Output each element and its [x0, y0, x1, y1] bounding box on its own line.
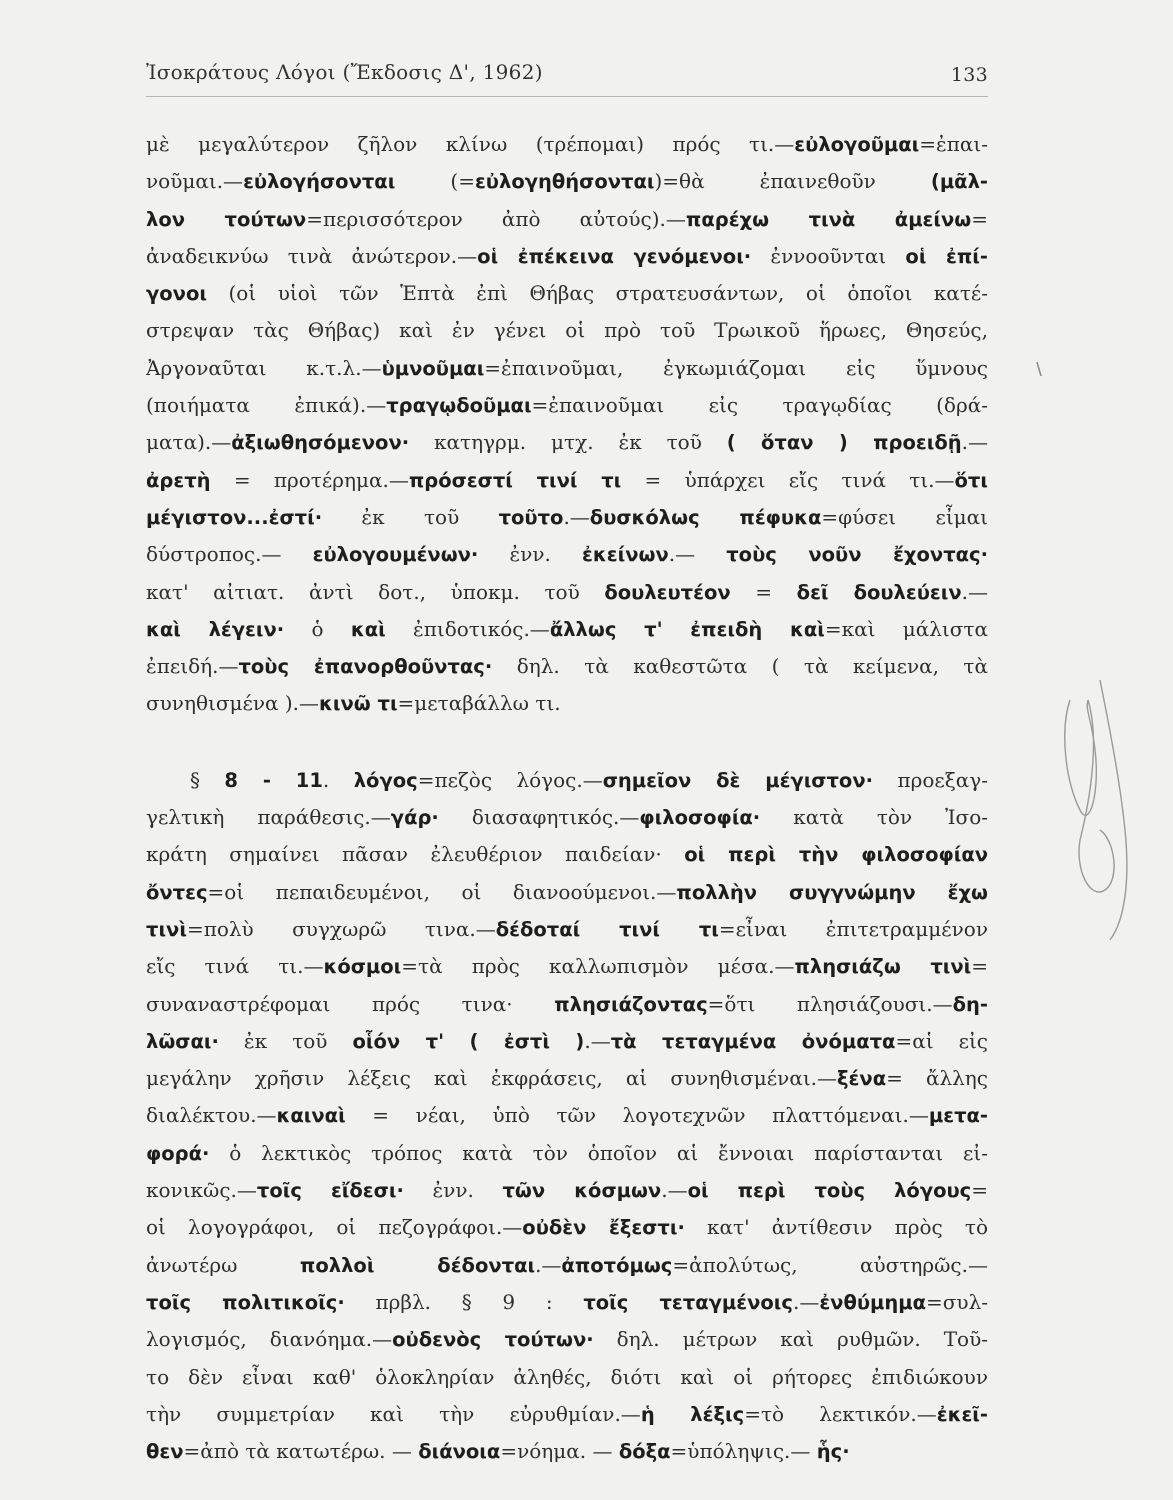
gloss-text: ἐπιδοτικός.— — [385, 616, 550, 641]
lemma-term: πλησιάζω τινὶ — [794, 955, 972, 979]
text-line — [146, 1023, 988, 1060]
lemma-term: κόσμοι — [323, 955, 402, 979]
gloss-text: =νόημα. — — [500, 1439, 619, 1464]
lemma-term: πολλὴν συγγνώμην ἔχω — [676, 880, 988, 904]
lemma-term: οὐδὲν ἔξεστι· — [522, 1216, 685, 1240]
gloss-text: = ἄλλης — [886, 1066, 988, 1091]
lemma-term: τραγῳδοῦμαι — [386, 394, 532, 418]
text-line — [146, 1433, 988, 1470]
gloss-text: γελτικὴ παράθεσις.— — [146, 805, 391, 830]
lemma-term: τοὺς ἐπανορθοῦντας· — [238, 655, 493, 679]
gloss-text: =εἶναι ἐπιτετραμμένον — [718, 916, 988, 941]
lemma-term: ὄντες — [146, 880, 208, 904]
lemma-term: σημεῖον δὲ μέγιστον· — [602, 768, 874, 792]
lemma-term: τῶν κόσμων — [502, 1179, 662, 1203]
text-line — [146, 836, 988, 873]
gloss-text: ἐκ τοῦ — [218, 1028, 353, 1053]
lemma-term: παρέχω τινὰ ἀμείνω — [685, 207, 972, 231]
lemma-term: καιναὶ — [276, 1104, 346, 1128]
text-line — [146, 762, 988, 799]
gloss-text: ὁ λεκτικὸς τρόπος κατὰ τὸν ὁποῖον αἱ ἔννοιαι παρίστανται εἰ- — [209, 1140, 988, 1165]
lemma-term: εὐλογουμένων· — [312, 543, 479, 567]
gloss-text: . — [322, 767, 354, 792]
header-rule — [146, 96, 988, 97]
lemma-term: 8 - 11 — [224, 768, 323, 792]
running-title: Ἰσοκράτους Λόγοι (Ἔκδοσις Δ', 1962) — [146, 60, 543, 84]
gloss-text: δύστροπος.— — [146, 542, 313, 567]
gloss-text: ἐκ τοῦ — [322, 504, 499, 529]
lemma-term: καὶ — [350, 617, 386, 641]
gloss-text: .— — [961, 579, 988, 604]
gloss-text: =φύσει εἶμαι — [821, 504, 988, 529]
gloss-text: κατ' αἰτιατ. ἀντὶ δοτ., ὑποκμ. τοῦ — [146, 579, 605, 604]
gloss-text: ματα).— — [146, 430, 232, 455]
gloss-text: =μεταβάλλω τι. — [397, 691, 561, 716]
lemma-term: ὑμνοῦμαι — [381, 356, 485, 380]
text-line — [146, 1321, 988, 1358]
gloss-text: =ἐπαινοῦμαι, ἐγκωμιάζομαι εἰς ὕμνους — [484, 355, 988, 380]
gloss-text: οἱ λογογράφοι, οἱ πεζογράφοι.— — [146, 1215, 523, 1240]
lemma-term: δόξα — [618, 1440, 671, 1464]
gloss-text: προεξαγ- — [873, 767, 988, 792]
gloss-text: =πεζὸς λόγος.— — [417, 767, 603, 792]
lemma-term: κινῶ τι — [319, 692, 398, 716]
lemma-term: καὶ λέγειν· — [146, 617, 285, 641]
lemma-term: τοὺς νοῦν ἔχοντας· — [726, 543, 988, 567]
lemma-term: οἱ ἐπί- — [905, 244, 988, 268]
lemma-term: λόγος — [353, 768, 418, 792]
lemma-term: πλησιάζοντας — [554, 992, 708, 1016]
gloss-text: συνηθισμένα ).— — [146, 691, 320, 716]
gloss-text: το δὲν εἶναι καθ' ὁλοκληρίαν ἀληθές, διότι καὶ οἱ ρήτορες ἐπιδιώκουν — [146, 1364, 988, 1389]
lemma-term: οἱ ἐπέκεινα γενόμενοι· — [477, 244, 752, 268]
lemma-term: οἱ περὶ τὴν φιλοσοφίαν — [684, 843, 988, 867]
lemma-term: λον τούτων — [146, 207, 307, 231]
gloss-text: (ποιήματα ἐπικά).— — [146, 393, 387, 418]
gloss-text: κατηγρμ. μτχ. ἐκ τοῦ — [409, 430, 727, 455]
text-line — [146, 685, 988, 722]
gloss-text: .— — [584, 1028, 611, 1053]
text-line — [146, 911, 988, 948]
gloss-text: = — [730, 579, 797, 604]
lemma-term: φορά· — [146, 1141, 210, 1165]
lemma-term: ἀποτόμως — [561, 1253, 673, 1277]
lemma-term: οἱ περὶ τοὺς λόγους — [687, 1179, 972, 1203]
gloss-text: μεγάλην χρῆσιν λέξεις καὶ ἐκφράσεις, αἱ συνηθισμέναι.— — [146, 1066, 838, 1091]
gloss-text: = — [971, 1178, 988, 1203]
lemma-term: τοῖς εἴδεσι· — [256, 1179, 404, 1203]
lemma-term: τὰ τεταγμένα ὀνόματα — [610, 1029, 896, 1053]
lemma-term: μέγιστον...ἐστί· — [146, 505, 323, 529]
lemma-term: πολλοὶ δέδονται — [299, 1253, 536, 1277]
gloss-text: λογισμός, διανόημα.— — [146, 1327, 393, 1352]
lemma-term: ἐκεῖ- — [936, 1402, 988, 1426]
gloss-text: ὁ — [284, 616, 351, 641]
text-line — [146, 536, 988, 573]
gloss-text: κονικῶς.— — [146, 1178, 257, 1203]
lemma-term: εὐλογοῦμαι — [794, 133, 920, 156]
lemma-term: δη- — [952, 992, 988, 1016]
gloss-text: = ὑπάρχει εἴς τινά τι.— — [621, 467, 955, 492]
text-line — [146, 986, 988, 1023]
gloss-text: =ὅτι πλησιάζουσι.— — [707, 991, 953, 1016]
gloss-text: μὲ μεγαλύτερον ζῆλον κλίνω (τρέπομαι) πρός τι.— — [146, 132, 795, 156]
pencil-scribble — [1030, 640, 1150, 960]
gloss-text: (οἱ υἱοὶ τῶν Ἑπτὰ ἐπὶ Θήβας στρατευσάντων, οἱ ὁποῖοι κατέ- — [206, 281, 988, 306]
gloss-text: § — [190, 767, 225, 792]
text-line — [146, 424, 988, 461]
paragraph-gap — [146, 723, 988, 762]
gloss-text: κράτη σημαίνει πᾶσαν ἐλευθέριον παιδείαν· — [146, 842, 685, 867]
gloss-text: ἀναδεικνύω τινὰ ἀνώτερον.— — [146, 243, 478, 268]
text-line — [146, 1396, 988, 1433]
lemma-term: διάνοια — [418, 1440, 501, 1464]
lemma-term: ὅτι — [954, 468, 988, 492]
gloss-text: διαλέκτου.— — [146, 1103, 277, 1128]
gloss-text: =περισσότερον ἀπὸ αὐτούς).— — [306, 206, 686, 231]
text-line — [146, 1284, 988, 1321]
lemma-term: (μᾶλ- — [930, 170, 988, 194]
lemma-term: οἷόν τ' ( ἐστὶ ) — [352, 1029, 585, 1053]
lemma-term: τοῦτο — [498, 505, 564, 529]
lemma-term: εὐλογηθήσονται — [474, 170, 655, 194]
gloss-text: πρβλ. § 9 : — [344, 1289, 584, 1314]
lemma-term: λῶσαι· — [146, 1029, 219, 1053]
lemma-term: γάρ· — [390, 806, 439, 830]
lemma-term: ἡ λέξις — [640, 1402, 745, 1426]
gloss-text: = — [971, 954, 988, 979]
gloss-text: ἐνν. — [403, 1178, 503, 1203]
gloss-text: δηλ. τὰ καθεστῶτα ( τὰ κείμενα, τὰ — [492, 654, 988, 679]
gloss-text: κατὰ τὸν Ἰσο- — [760, 805, 988, 830]
text-line — [146, 948, 988, 985]
gloss-text: =πολὺ συγχωρῶ τινα.— — [186, 916, 496, 941]
text-line — [146, 1135, 988, 1172]
text-line — [146, 1359, 988, 1396]
running-header — [146, 60, 988, 84]
gloss-text: =συλ- — [926, 1289, 988, 1314]
gloss-text: )=θὰ ἐπαινεθοῦν — [654, 169, 931, 194]
gloss-text: ἐνν. — [478, 542, 583, 567]
text-line — [146, 126, 988, 163]
gloss-text: .— — [563, 504, 590, 529]
gloss-text: =οἱ πεπαιδευμένοι, οἱ διανοούμενοι.— — [207, 879, 677, 904]
gloss-text: =ὑπόληψις.— — [670, 1439, 817, 1464]
gloss-text: ἐπειδή.— — [146, 654, 239, 679]
gloss-text: ἀνωτέρω — [146, 1252, 300, 1277]
text-line — [146, 611, 988, 648]
text-line — [146, 312, 988, 349]
text-line — [146, 275, 988, 312]
text-line — [146, 201, 988, 238]
text-line — [146, 1247, 988, 1284]
gloss-text: νοῦμαι.— — [146, 169, 244, 194]
gloss-text: .— — [535, 1252, 562, 1277]
text-line — [146, 1209, 988, 1246]
lemma-term: φιλοσοφία· — [639, 806, 761, 830]
gloss-text: .— — [668, 542, 727, 567]
lemma-term: ἄλλως τ' ἐπειδὴ καὶ — [549, 617, 825, 641]
lemma-term: οὐδενὸς τούτων· — [392, 1328, 594, 1352]
lemma-term: γονοι — [146, 282, 207, 306]
text-line — [146, 648, 988, 685]
lemma-term: ( ὅταν ) προειδῇ — [726, 431, 962, 455]
gloss-text: = νέαι, ὑπὸ τῶν λογοτεχνῶν πλαττόμεναι.— — [345, 1103, 929, 1128]
gloss-text: εἴς τινά τι.— — [146, 954, 324, 979]
text-line — [146, 350, 988, 387]
gloss-text: κατ' ἀντίθεσιν πρὸς τὸ — [684, 1215, 988, 1240]
gloss-text: Ἀργοναῦται κ.τ.λ.— — [146, 355, 382, 380]
text-line — [146, 163, 988, 200]
gloss-text: συναναστρέφομαι πρός τινα· — [146, 991, 555, 1016]
lemma-term: ἧς· — [816, 1440, 850, 1464]
lemma-term: ἀξιωθησόμενον· — [231, 431, 410, 455]
text-line — [146, 387, 988, 424]
lemma-term: θεν — [146, 1440, 184, 1464]
gloss-text: .— — [792, 1289, 820, 1314]
pencil-mark-small — [1035, 360, 1045, 380]
lemma-term: πρόσεστί τινί τι — [408, 468, 622, 492]
gloss-text: = — [971, 206, 988, 231]
gloss-text: ἐννοοῦνται — [751, 243, 906, 268]
lemma-term: ἐνθύμημα — [819, 1290, 927, 1314]
gloss-text: =καὶ μάλιστα — [824, 616, 988, 641]
gloss-text: δηλ. μέτρων καὶ ρυθμῶν. Τοῦ- — [593, 1327, 988, 1352]
gloss-text: τὴν συμμετρίαν καὶ τὴν εὐρυθμίαν.— — [146, 1401, 641, 1426]
gloss-text: =ἀπολύτως, αὐστηρῶς.— — [672, 1252, 988, 1277]
lemma-term: δεῖ δουλεύειν — [796, 580, 962, 604]
lemma-term: τινὶ — [146, 917, 187, 941]
commentary-body — [146, 126, 988, 1470]
text-line — [146, 1097, 988, 1134]
gloss-text: (= — [395, 169, 475, 194]
gloss-text: =ἀπὸ τὰ κατωτέρω. — — [183, 1439, 419, 1464]
text-line — [146, 799, 988, 836]
text-line — [146, 238, 988, 275]
lemma-term: μετα- — [928, 1104, 988, 1128]
gloss-text: =ἐπαι- — [919, 132, 988, 156]
lemma-term: δυσκόλως πέφυκα — [589, 505, 822, 529]
gloss-text: .— — [661, 1178, 688, 1203]
page-number: 133 — [950, 64, 988, 86]
text-line — [146, 462, 988, 499]
gloss-text: .— — [961, 430, 988, 455]
text-line — [146, 1172, 988, 1209]
text-line — [146, 574, 988, 611]
gloss-text: =αἱ εἰς — [895, 1028, 988, 1053]
text-line — [146, 1060, 988, 1097]
text-line — [146, 874, 988, 911]
gloss-text: στρεψαν τὰς Θήβας) καὶ ἐν γένει οἱ πρὸ τοῦ Τρωικοῦ ἥρωες, Θησεύς, — [146, 318, 988, 343]
lemma-term: εὐλογήσονται — [243, 170, 396, 194]
lemma-term: δουλευτέον — [604, 580, 731, 604]
lemma-term: ἐκείνων — [582, 543, 669, 567]
lemma-term: τοῖς τεταγμένοις — [583, 1290, 793, 1314]
gloss-text: = προτέρημα.— — [210, 467, 409, 492]
lemma-term: δέδοταί τινί τι — [495, 917, 719, 941]
gloss-text: διασαφητικός.— — [438, 805, 640, 830]
gloss-text: =τὸ λεκτικόν.— — [744, 1401, 937, 1426]
lemma-term: ξένα — [837, 1067, 887, 1091]
text-line — [146, 499, 988, 536]
gloss-text: =ἐπαινοῦμαι εἰς τραγῳδίας (δρά- — [531, 393, 988, 418]
lemma-term: τοῖς πολιτικοῖς· — [146, 1290, 345, 1314]
lemma-term: ἀρετὴ — [146, 468, 211, 492]
gloss-text: =τὰ πρὸς καλλωπισμὸν μέσα.— — [401, 954, 795, 979]
